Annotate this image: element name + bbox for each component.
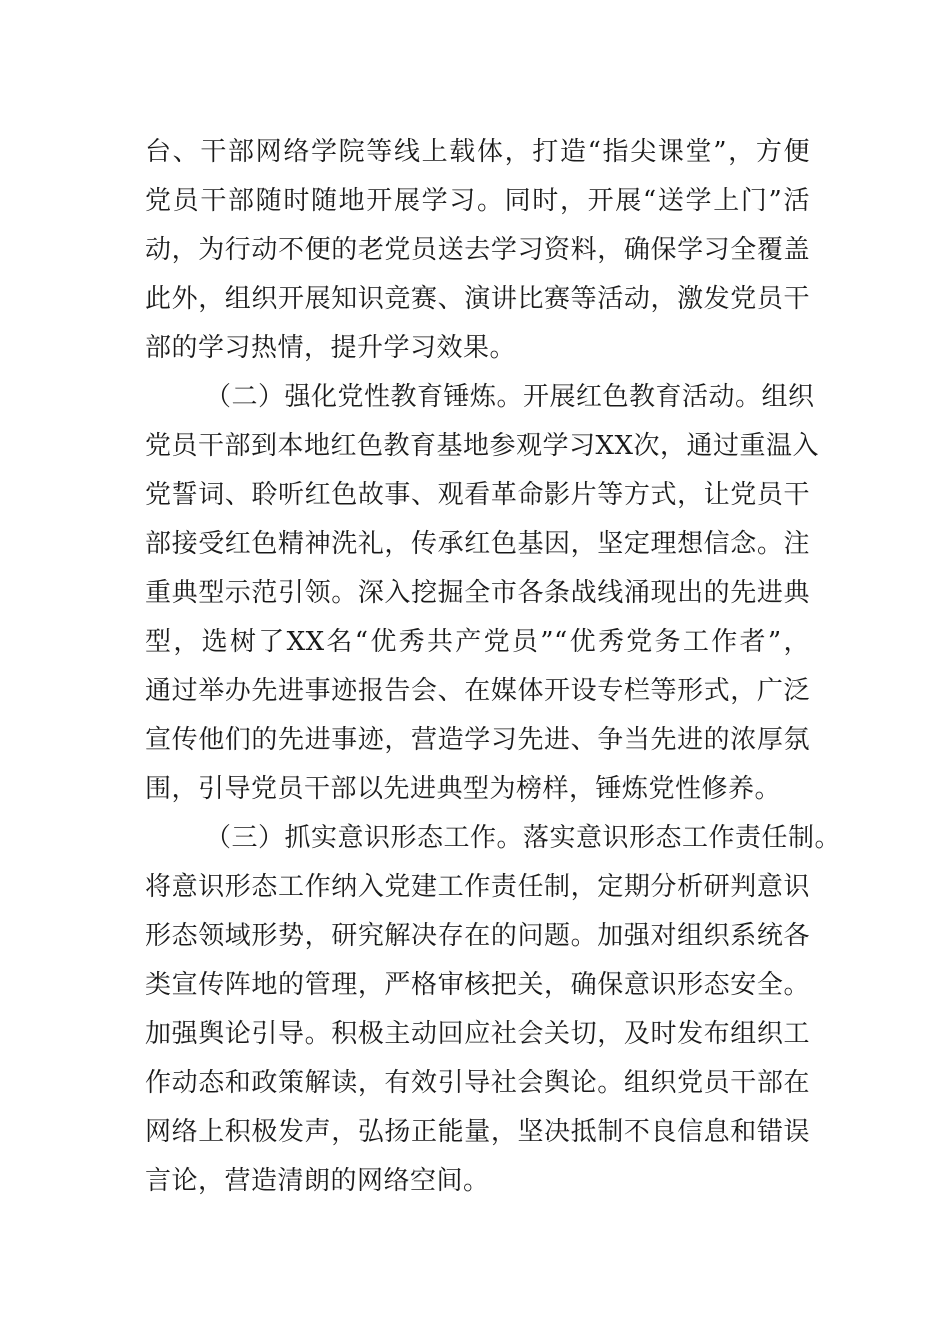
text-line: 党员干部到本地红色教育基地参观学习XX次，通过重温入 — [145, 431, 820, 461]
text-line: 部接受红色精神洗礼，传承红色基因，坚定理想信念。注 — [145, 529, 810, 559]
text-line: 通过举办先进事迹报告会、在媒体开设专栏等形式，广泛 — [145, 676, 810, 706]
text-line: 将意识形态工作纳入党建工作责任制，定期分析研判意识 — [145, 872, 810, 902]
text-line: 围，引导党员干部以先进典型为榜样，锤炼党性修养。 — [145, 774, 782, 804]
text-line: 类宣传阵地的管理，严格审核把关，确保意识形态安全。 — [145, 970, 810, 1000]
text-line: 重典型示范引领。深入挖掘全市各条战线涌现出的先进典 — [145, 578, 810, 608]
text-line: 型，选树了XX名“优秀共产党员”“优秀党务工作者”， — [145, 627, 810, 657]
text-line: 台、干部网络学院等线上载体，打造“指尖课堂”，方便 — [145, 137, 810, 167]
text-line: 动，为行动不便的老党员送去学习资料，确保学习全覆盖 — [145, 235, 810, 265]
document-body — [145, 128, 842, 1206]
text-line: 加强舆论引导。积极主动回应社会关切，及时发布组织工 — [145, 1019, 810, 1049]
text-line: 言论，营造清朗的网络空间。 — [145, 1166, 490, 1196]
text-line: 党员干部随时随地开展学习。同时，开展“送学上门”活 — [145, 186, 810, 216]
text-line: 作动态和政策解读，有效引导社会舆论。组织党员干部在 — [145, 1068, 810, 1098]
section-heading-line: （二）强化党性教育锤炼。开展红色教育活动。组织 — [205, 382, 815, 412]
text-line: 网络上积极发声，弘扬正能量，坚决抵制不良信息和错误 — [145, 1117, 810, 1147]
text-line: 宣传他们的先进事迹，营造学习先进、争当先进的浓厚氛 — [145, 725, 810, 755]
text-line: 部的学习热情，提升学习效果。 — [145, 333, 517, 363]
text-line: 党誓词、聆听红色故事、观看革命影片等方式，让党员干 — [145, 480, 810, 510]
text-line: 形态领域形势，研究解决存在的问题。加强对组织系统各 — [145, 921, 810, 951]
text-line: 此外，组织开展知识竞赛、演讲比赛等活动，激发党员干 — [145, 284, 810, 314]
section-heading-line: （三）抓实意识形态工作。落实意识形态工作责任制。 — [205, 823, 842, 853]
